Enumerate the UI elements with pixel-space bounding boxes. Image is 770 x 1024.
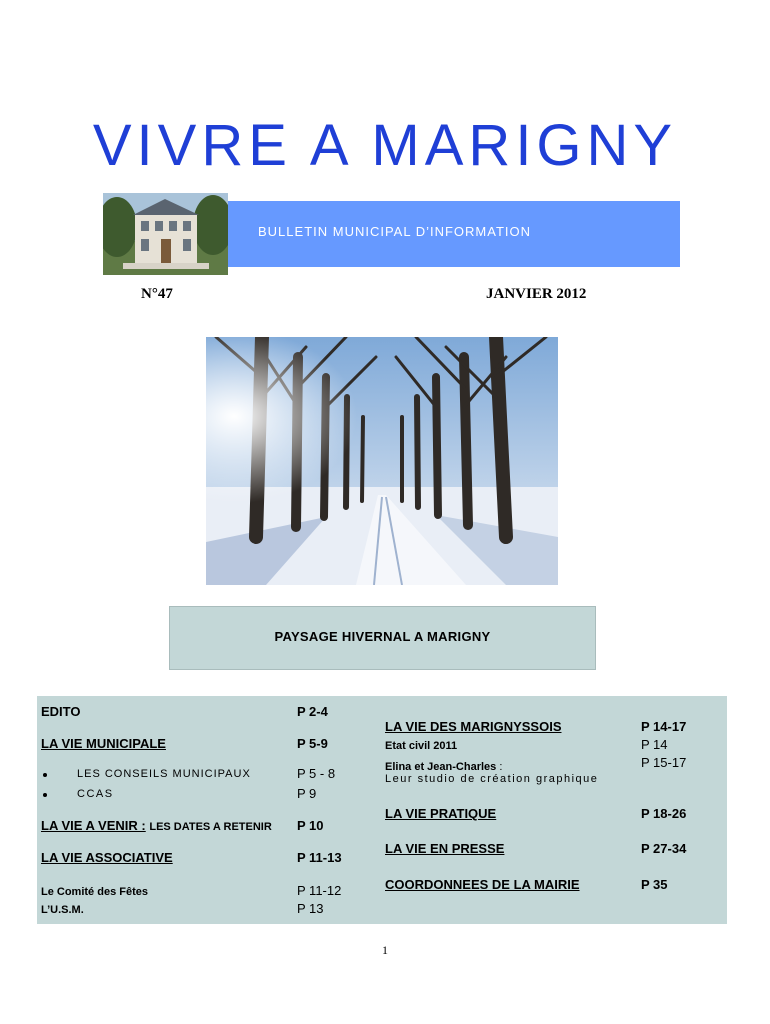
winter-landscape-photo xyxy=(206,337,558,585)
bulletin-title: VIVRE A MARIGNY xyxy=(92,113,678,178)
toc-venir-detail: LES DATES A RETENIR xyxy=(149,821,272,833)
town-hall-photo xyxy=(103,193,228,275)
toc-associative-page: P 11-13 xyxy=(297,850,342,865)
toc-edito-page: P 2-4 xyxy=(297,704,328,719)
toc-venir-label: LA VIE A VENIR : xyxy=(41,818,146,833)
toc-municipale-item: LES CONSEILS MUNICIPAUX xyxy=(77,768,251,780)
toc-municipale-item-page: P 9 xyxy=(297,786,317,801)
issue-date: JANVIER 2012 xyxy=(486,286,587,302)
page-number: 1 xyxy=(382,943,388,957)
issue-number: N°47 xyxy=(141,286,173,302)
toc-etat-civil: Etat civil 2011 xyxy=(385,740,458,752)
toc-presse-label: LA VIE EN PRESSE xyxy=(385,841,505,856)
toc-elina-page: P 15-17 xyxy=(641,755,687,770)
toc-elina-desc: Leur studio de création graphique xyxy=(385,773,599,785)
toc-associative-item: Le Comité des Fêtes xyxy=(41,886,148,898)
toc-associative-item: L’U.S.M. xyxy=(41,904,84,916)
toc-municipale-item: CCAS xyxy=(77,788,114,800)
toc-pratique-label: LA VIE PRATIQUE xyxy=(385,806,497,821)
toc-associative-item-page: P 11-12 xyxy=(297,883,342,898)
bulletin-subtitle: BULLETIN MUNICIPAL D’INFORMATION xyxy=(258,224,532,239)
toc-pratique-page: P 18-26 xyxy=(641,806,687,821)
toc-elina-colon: : xyxy=(496,761,503,773)
bullet-icon xyxy=(43,793,47,797)
toc-municipale-label: LA VIE MUNICIPALE xyxy=(41,736,166,751)
photo-caption-box xyxy=(169,606,596,670)
bullet-icon xyxy=(43,773,47,777)
toc-municipale-page: P 5-9 xyxy=(297,736,328,751)
toc-presse-page: P 27-34 xyxy=(641,841,687,856)
toc-marignyssois-page: P 14-17 xyxy=(641,719,687,734)
table-of-contents xyxy=(37,696,727,924)
photo-caption: PAYSAGE HIVERNAL A MARIGNY xyxy=(274,629,491,644)
subtitle-banner xyxy=(228,201,680,267)
toc-associative-label: LA VIE ASSOCIATIVE xyxy=(41,850,173,865)
toc-venir xyxy=(41,818,272,833)
toc-associative-item-page: P 13 xyxy=(297,901,324,916)
toc-marignyssois-label: LA VIE DES MARIGNYSSOIS xyxy=(385,719,562,734)
toc-elina-label: Elina et Jean-Charles xyxy=(385,761,497,773)
toc-municipale-item-page: P 5 - 8 xyxy=(297,766,336,781)
toc-edito-label: EDITO xyxy=(41,704,81,719)
toc-coordonnees-page: P 35 xyxy=(641,877,668,892)
toc-etat-civil-page: P 14 xyxy=(641,737,668,752)
toc-coordonnees-label: COORDONNEES DE LA MAIRIE xyxy=(385,877,580,892)
toc-venir-page: P 10 xyxy=(297,818,324,833)
